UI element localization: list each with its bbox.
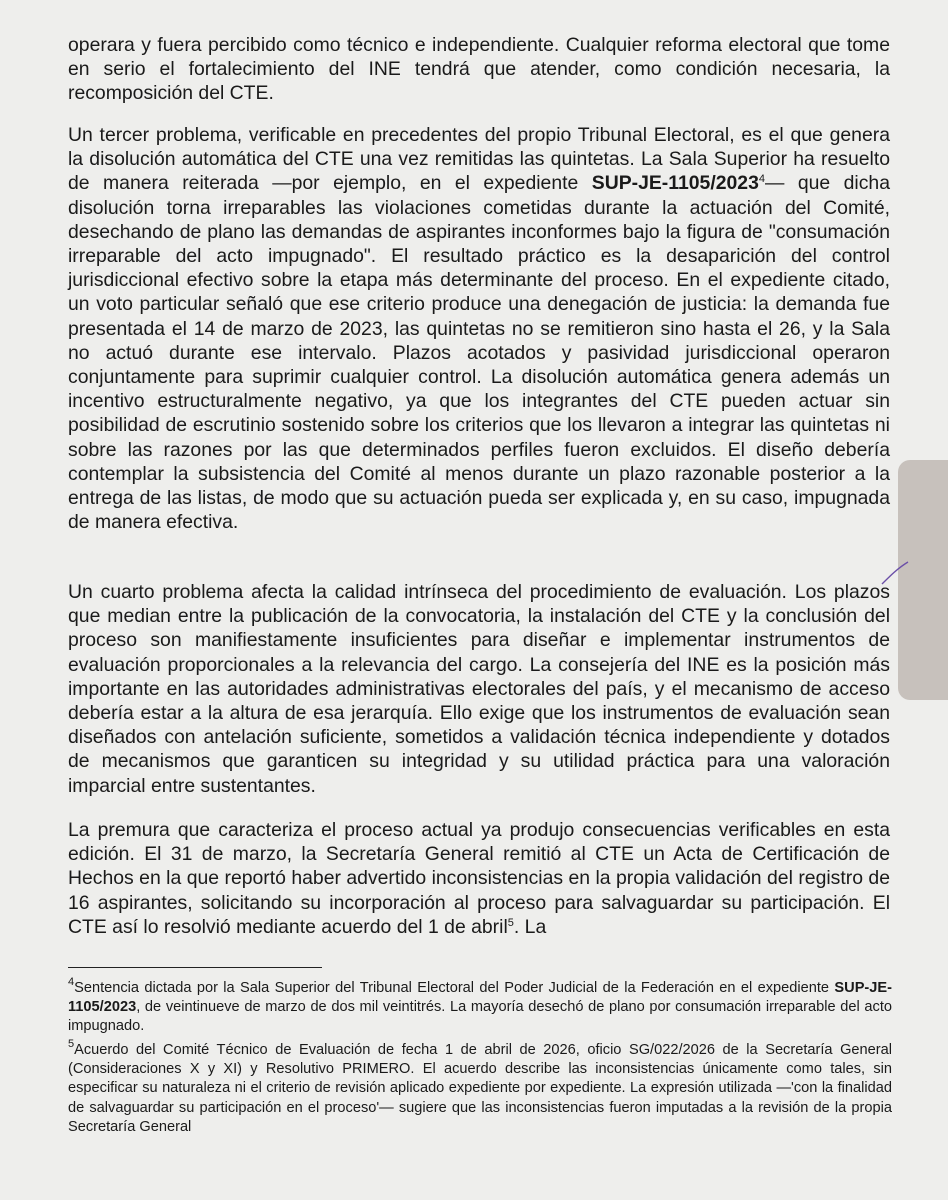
paragraph-current-process-haste <box>68 818 890 939</box>
text-run: — que dicha disolución torna irreparables las violaciones cometidas durante la actuación del Comité, desechando de plano las demandas de aspirantes inconformes bajo la figura de "consumación irreparable del acto impugnado". El resultado práctico es la desaparición del control jurisdiccional efectivo sobre la etapa más determinante del proceso. En el expediente citado, un voto particular señaló que ese criterio produce una denegación de justicia: la demanda fue presentada el 14 de marzo de 2023, las quintetas no se remitieron sino hasta el 26, y la Sala no actuó durante ese intervalo. Plazos acotados y pasividad jurisdiccional operaron conjuntamente para suprimir cualquier control. La disolución automática genera además un incentivo estructuralmente negativo, ya que los integrantes del CTE pueden actuar sin posibilidad de escrutinio sostenido sobre los criterios que los llevaron a integrar las quintetas ni sobre las razones por las que determinados perfiles fueron excluidos. El diseño debería contemplar la subsistencia del Comité al menos durante un plazo razonable posterior a la entrega de las listas, de modo que su actuación pueda ser explicada y, en su caso, impugnada de manera efectiva. <box>68 172 890 534</box>
text-run: Un cuarto problema afecta la calidad intrínseca del procedimiento de evaluación. Los plazos que median entre la publicación de la convocatoria, la instalación del CTE y la conclusión del proceso son manifiestamente insuficientes para diseñar e implementar instrumentos de evaluación proporcionales a la relevancia del cargo. La consejería del INE es la posición más importante en las autoridades administrativas electorales del país, y el mecanismo de acceso debería estar a la altura de esa jerarquía. Ello exige que los instrumentos de evaluación sean diseñados con antelación suficiente, sometidos a validación técnica independiente y dotados de mecanismos que garanticen su integridad y su utilidad práctica para una valoración imparcial entre sustentantes. <box>68 581 890 797</box>
footnote-ref: 5 <box>507 916 514 929</box>
case-reference: SUP-JE-1105/2023 <box>591 172 759 195</box>
case-reference: SUP-JE-1105/2023 <box>68 980 892 1016</box>
paragraph-fourth-problem <box>68 580 890 798</box>
footnote-ref: 4 <box>68 976 75 988</box>
text-run: operara y fuera percibido como técnico e independiente. Cualquier reforma electoral que tome en serio el fortalecimiento del INE tendrá que atender, como condición necesaria, la recomposición del CTE. <box>68 34 890 105</box>
text-run: Sentencia dictada por la Sala Superior del Tribunal Electoral del Poder Judicial de la Federación en el expediente <box>74 980 835 996</box>
pen-stroke-mark <box>880 560 910 586</box>
paragraph-cte-recomposition <box>68 33 890 106</box>
footnote-ref: 4 <box>758 173 765 186</box>
text-run: . La <box>513 915 547 938</box>
footnote-4 <box>68 976 892 1037</box>
text-run: Acuerdo del Comité Técnico de Evaluación de fecha 1 de abril de 2026, oficio SG/022/2026 de la Secretaría General (Consideraciones X y XI) y Resolutivo PRIMERO. El acuerdo describe las inconsistencias únicamente como tales, sin especificar su naturaleza ni el criterio de revisión aplicado expediente por expediente. La expresión utilizada —'con la finalidad de salvaguardar su participación en el proceso'— sugiere que las inconsistencias fueron imputadas a la revisión de la propia Secretaría General <box>68 1042 892 1135</box>
text-run: La premura que caracteriza el proceso actual ya produjo consecuencias verificables en esta edición. El 31 de marzo, la Secretaría General remitió al CTE un Acta de Certificación de Hechos en la que reportó haber advertido inconsistencias en la propia validación del registro de 16 aspirantes, solicitando su incorporación al proceso para salvaguardar su participación. El CTE así lo resolvió mediante acuerdo del 1 de abril <box>68 819 890 938</box>
footnote-separator <box>68 967 322 968</box>
text-run: , de veintinueve de marzo de dos mil veintitrés. La mayoría desechó de plano por consumación irreparable del acto impugnado. <box>68 999 892 1035</box>
footnote-5 <box>68 1038 892 1137</box>
footnote-ref: 5 <box>68 1038 75 1050</box>
paragraph-third-problem <box>68 123 890 534</box>
text-run: Un tercer problema, verificable en precedentes del propio Tribunal Electoral, es el que genera la disolución automática del CTE una vez remitidas las quintetas. La Sala Superior ha resuelto de manera reiterada —por ejemplo, en el expediente <box>68 124 890 195</box>
